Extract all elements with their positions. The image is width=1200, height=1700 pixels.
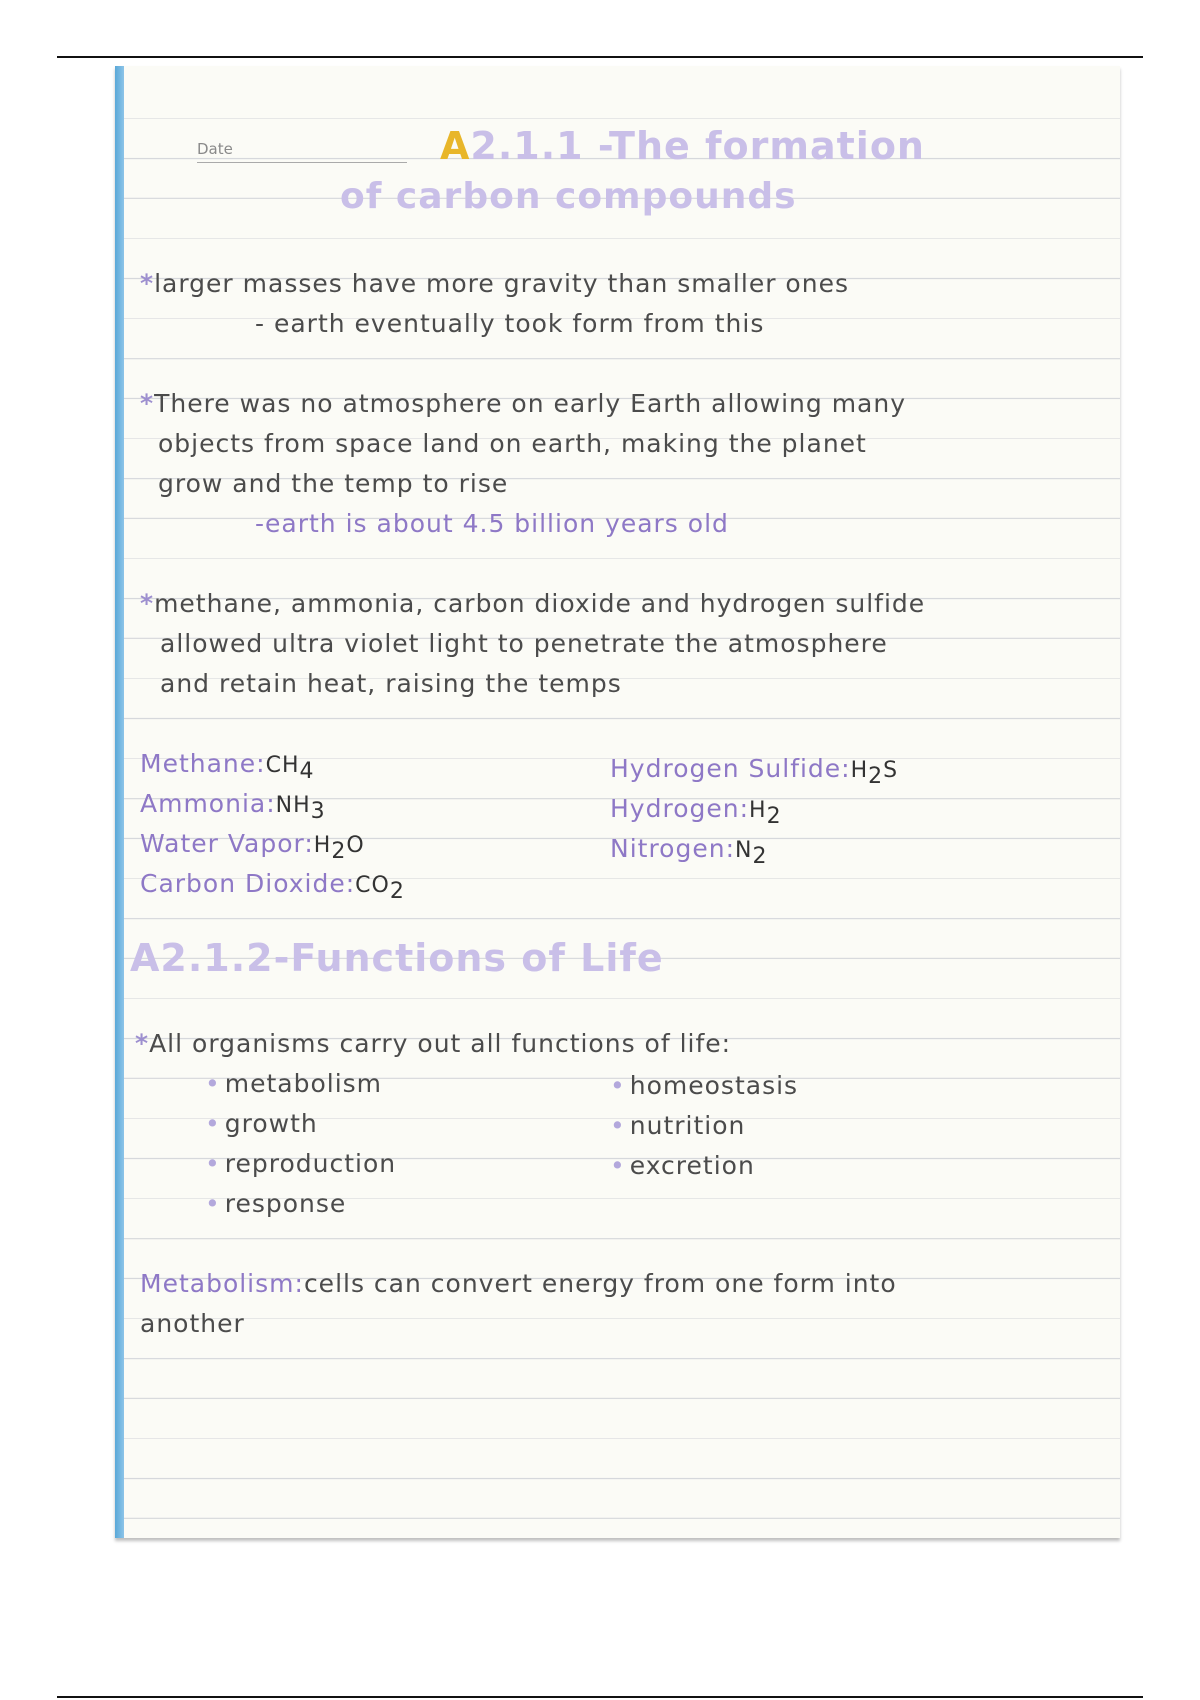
- note2-line1: [140, 389, 906, 418]
- top-rule: [57, 56, 1143, 58]
- section2-title: A2.1.2-Functions of Life: [130, 936, 664, 980]
- note3-star: *: [140, 589, 155, 618]
- compound-formula: CO: [355, 873, 390, 898]
- compound-formula: H: [313, 833, 332, 858]
- function-item-growth: • growth: [205, 1109, 318, 1138]
- compound-subscript: 2: [389, 879, 405, 904]
- metabolism-definition-line2: another: [140, 1309, 245, 1338]
- compound-name: Hydrogen:: [610, 794, 750, 823]
- page-margin-strip: [115, 66, 124, 1538]
- note1-text: larger masses have more gravity than smaller ones: [154, 269, 849, 298]
- note2-line3: grow and the temp to rise: [158, 469, 509, 498]
- compound-subscript: 3: [310, 799, 326, 824]
- function-item-nutrition: • nutrition: [610, 1111, 746, 1140]
- compound-subscript: 4: [299, 759, 315, 784]
- notebook-page: [115, 66, 1120, 1538]
- compound-formula: NH: [275, 793, 311, 818]
- compound-water-vapor: [140, 829, 365, 864]
- compound-formula-tail: S: [883, 758, 899, 783]
- bullet-icon: •: [205, 1109, 221, 1138]
- compound-subscript: 2: [752, 844, 768, 869]
- compound-subscript: 2: [331, 839, 347, 864]
- bottom-rule: [57, 1696, 1143, 1698]
- compound-name: Hydrogen Sulfide:: [610, 754, 851, 783]
- function-item-response: • response: [205, 1189, 347, 1218]
- date-line: [197, 162, 407, 163]
- compound-formula: CH: [265, 753, 300, 778]
- compound-ammonia: [140, 789, 326, 824]
- bullet-icon: •: [610, 1151, 626, 1180]
- note3-line1: [140, 589, 925, 618]
- section2-note-text: All organisms carry out all functions of life:: [149, 1029, 732, 1058]
- compound-hydrogen: [610, 794, 782, 829]
- compound-nitrogen: [610, 834, 767, 869]
- note1-star: *: [140, 269, 155, 298]
- compound-subscript: 2: [766, 804, 782, 829]
- function-item-excretion: • excretion: [610, 1151, 755, 1180]
- function-item-metabolism: • metabolism: [205, 1069, 383, 1098]
- compound-formula-tail: O: [346, 833, 365, 858]
- section1-title-text: 2.1.1 -The formation: [470, 124, 925, 168]
- compound-name: Water Vapor:: [140, 829, 314, 858]
- note3-line3: and retain heat, raising the temps: [160, 669, 622, 698]
- bullet-icon: •: [205, 1149, 221, 1178]
- note1-sub: - earth eventually took form from this: [255, 309, 765, 338]
- note2-text: There was no atmosphere on early Earth allowing many: [154, 389, 907, 418]
- compound-name: Methane:: [140, 749, 266, 778]
- note2-sub: -earth is about 4.5 billion years old: [255, 509, 729, 538]
- bullet-icon: •: [610, 1071, 626, 1100]
- bullet-icon: •: [205, 1189, 221, 1218]
- definition-term: Metabolism:: [140, 1269, 304, 1298]
- date-label: Date: [197, 140, 233, 158]
- metabolism-definition-line1: [140, 1269, 897, 1298]
- function-item-reproduction: • reproduction: [205, 1149, 397, 1178]
- compound-formula: H: [850, 758, 869, 783]
- note2-line2: objects from space land on earth, making the planet: [158, 429, 867, 458]
- compound-formula: N: [735, 838, 753, 863]
- bullet-icon: •: [610, 1111, 626, 1140]
- note3-text: methane, ammonia, carbon dioxide and hydrogen sulfide: [154, 589, 926, 618]
- definition-text: cells can convert energy from one form into: [303, 1269, 897, 1298]
- compound-hydrogen-sulfide: [610, 754, 898, 789]
- section1-title-line1: [440, 124, 925, 168]
- note3-line2: allowed ultra violet light to penetrate the atmosphere: [160, 629, 888, 658]
- compound-name: Carbon Dioxide:: [140, 869, 356, 898]
- section2-note: [135, 1029, 731, 1058]
- compound-subscript: 2: [868, 764, 884, 789]
- compound-name: Nitrogen:: [610, 834, 735, 863]
- note2-star: *: [140, 389, 155, 418]
- section1-title-accent: A: [440, 124, 471, 168]
- note1-line1: [140, 269, 849, 298]
- compound-name: Ammonia:: [140, 789, 276, 818]
- section1-title-line2: of carbon compounds: [340, 176, 797, 217]
- section2-note-star: *: [135, 1029, 150, 1058]
- compound-methane: [140, 749, 314, 784]
- function-item-homeostasis: • homeostasis: [610, 1071, 799, 1100]
- compound-carbon-dioxide: [140, 869, 405, 904]
- bullet-icon: •: [205, 1069, 221, 1098]
- compound-formula: H: [749, 798, 767, 823]
